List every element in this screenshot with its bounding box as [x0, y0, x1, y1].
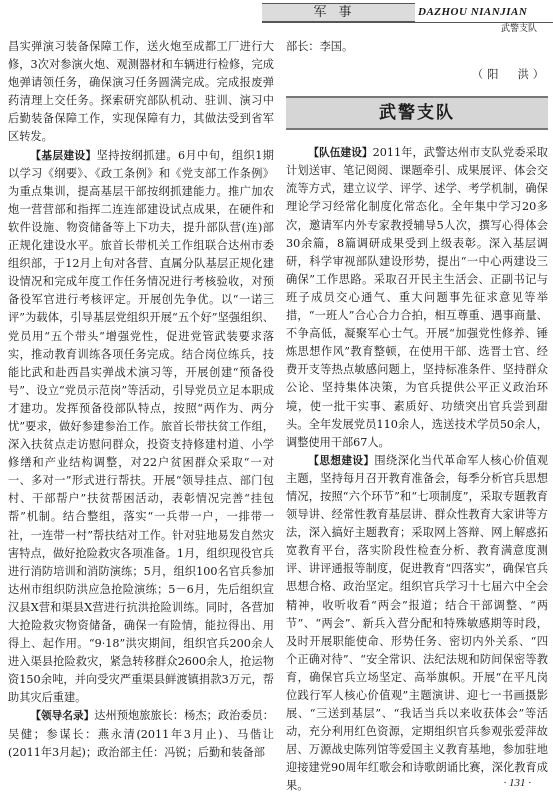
paragraph-leaders-text: 达州预炮旅旅长：杨杰；政治委员：吴健；参谋长：燕永清(2011年3月止)、马偕让(2011年3月起)；政治部主任：冯锐；后勤和装备部	[8, 709, 274, 759]
section-tag-team: 【队伍建设】	[308, 147, 373, 160]
paragraph-team	[286, 144, 548, 452]
section-tag-grassroots: 【基层建设】	[30, 149, 97, 162]
page-number: · 131 ·	[503, 777, 531, 789]
section-tag-ideology: 【思想建设】	[308, 454, 375, 467]
header-rule	[262, 22, 553, 23]
paragraph-team-text: 2011年，武警达州市支队党委采取计划送审、笔记阅阅、课题牵引、成果展评、体会交流等方式，建立议学、评学、述学、考学机制，确保理论学习经常化制度化常态化。全年集中学习20多次，邀请军内外专家教授辅导5人次，撰写心得体会30余篇，8篇调研成果受到上级表彰。深入基层调研，科学审视部队建设形势，提出“一中心两建设三确保”工作思路。采取召开民主生活会、正副书记与班子成员交心通气、重大问题事先征求意见等举措，“一班人”合心合力合拍，相互尊重、遇事商量、不争高低，凝聚军心士气。开展“加强党性修养、锤炼思想作风”教育整顿，在使用干部、选晋士官、经费开支等热点敏感问题上，坚持标准条件、坚持群众公论、坚持集体决策，为官兵提供公平正义政治环境，使一批干实事、素质好、功绩突出官兵尝到甜头。全年发展党员110余人，选送技术学员50余人，调整使用干部67人。	[286, 146, 548, 449]
publication-name: DAZHOU NIANJIAN	[418, 6, 528, 18]
running-header	[0, 0, 553, 34]
paragraph-grassroots	[8, 147, 274, 708]
left-column	[8, 38, 274, 762]
paragraph-ideology-text: 围绕深化当代革命军人核心价值观主题，坚持每月召开教育准备会，每季分析官兵思想情况，按照“六个环节”和“七项制度”，采取专题教育领导讲、经常性教育基层讲、群众性教育大家讲等方法，深入搞好主题教育；采取网上答辩、网上解惑拓宽教育平台，落实阶段性检查分析、教育满意度测评、讲评通报等制度，促进教育“四落实”，确保官兵思想合格、政治坚定。组织官兵学习十七届六中全会精神，收听收看“两会”报道；结合干部调整、“两节”、“两会”、新兵入营分配和特殊敏感期等时段，及时开展职能使命、形势任务、密切内外关系、“四个正确对待”、“安全常识、法纪法规和防间保密等教育，确保官兵立场坚定、高举旗帜。开展“在平凡岗位践行军人核心价值观”主题演讲、迎七一书画摄影展、“三送到基层”、“我话当兵以来收获体会”等活动，充分利用红色资源，定期组织官兵参观张爱萍故居、万源战史陈列馆等爱国主义教育基地，参加驻地迎接建党90周年红歌会和诗歌朗诵比赛，深化教育成果。	[286, 453, 548, 793]
paragraph-equipment: 昌实弹演习装备保障工作，送火炮至成都工厂进行大修，3次对参演火炮、观测器材和车辆进行检修，完成炮弹请领任务，确保演习任务圆满完成。完成报废弹药清理上交任务。探索研究部队机动、驻训、演习中后勤装备保障工作，实现保障有力，其做法受到省军区转发。	[8, 40, 274, 144]
subsection-label: 武警支队	[500, 24, 537, 34]
author-signature: （阳 洪）	[472, 68, 548, 82]
section-title: 武警支队	[286, 96, 548, 130]
paragraph-grassroots-text: 坚持按纲抓建。6月中旬，组织1期以学习《纲要》、《政工条例》和《党支部工作条例》为重点集训，提高基层干部按纲抓建能力。推广加农炮一营营部和指挥二连连部建设试点成果，在硬件和软件设施、物资储备等上下功夫，提升部队营(连)部正规化建设水平。旅首长带机关工作组联合达州市委组织部，于12月上旬对各营、直属分队基层正规化建设情况和完成年度工作任务情况进行考核验收，对预备役军官进行考核评定。开展创先争优。以“一诺三评”为载体，引导基层党组织开展“五个好”坚强组织、党员用“五个带头”增强党性，促进党管武装要求落实，推动教育训练各项任务完成。结合岗位练兵，技能比武和赴西昌实弹战术演习等，开展创建“预备役号”、设立“党员示范岗”等活动，引导党员立足本职成才建功。发挥预备役部队特点，按照“两作为、两分忧”要求，做好参建参治工作。旅首长带扶贫工作组，深入扶贫点走访慰问群众，投资支持修建村道、小学修缮和产业结构调整，对22户贫困群众采取“一对一、多对一”形式进行帮扶。开展“领导挂点、部门包村、干部帮户”扶贫帮困活动，表彰情况完善“挂包帮”机制。结合整组，落实“一兵带一户，一排带一社，一连带一村”帮扶结对工作。针对驻地易发自然灾害特点，做好抢险救灾各项准备。1月，组织现役官兵进行消防培训和消防演练；5月，组织100名官兵参加达州市组织防洪应急抢险演练；5－6月，先后组织宣汉县X营和渠县X营进行抗洪抢险训练。同时，各营加大抢险救灾物资储备，确保一有险情，能拉得出、用得上、起作用。“9·18”洪灾期间，组织官兵200余人进入渠县抢险救灾，紧急转移群众2600余人，抢运物资150余吨，并向受灾严重渠县鲜渡镇捐款3万元，帮助其灾后重建。	[8, 148, 274, 705]
section-label: 军事	[262, 3, 415, 22]
paragraph-ideology	[286, 452, 548, 796]
right-column	[286, 38, 548, 796]
paragraph-leaders-continued: 部长：李国。	[286, 40, 354, 53]
section-tag-leaders: 【领导名录】	[30, 710, 95, 723]
paragraph-leaders	[8, 707, 274, 761]
